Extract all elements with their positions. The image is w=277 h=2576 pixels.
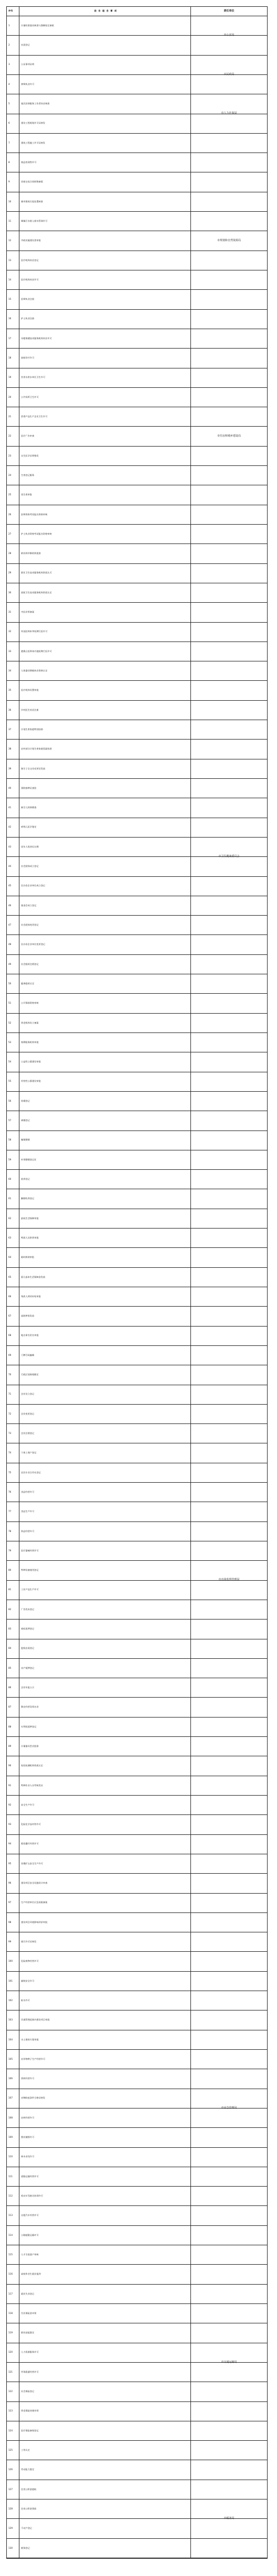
- row-number: 24: [7, 466, 19, 485]
- service-item-name: 人力资源服务许可: [21, 2351, 39, 2354]
- service-item-name: 计划生育家庭特别扶助: [21, 727, 43, 731]
- service-item-name: 建筑工程施工许可证核发: [21, 141, 46, 144]
- row-number: 10: [7, 192, 19, 211]
- row-number: 124: [7, 2421, 19, 2440]
- row-number: 120: [7, 2343, 19, 2362]
- service-item-name: 社团登记: [21, 44, 30, 47]
- service-item-name: 基金会成立登记: [21, 904, 37, 907]
- row-number: 93: [7, 1815, 19, 1834]
- service-item-name: 建设工程规划许可证核发: [21, 122, 46, 125]
- service-item-name: 城镇污水排入排水管网许可: [21, 219, 48, 222]
- service-item-name: 农村部分计划生育家庭奖励扶助: [21, 747, 52, 751]
- service-item-name: 计量标准器具核准与强制检定备案: [21, 24, 54, 27]
- service-item-name: 收养登记: [21, 1177, 30, 1180]
- row-number: 129: [7, 2519, 19, 2538]
- row-number: 128: [7, 2499, 19, 2518]
- service-item-name: 解除收养登记: [21, 1197, 35, 1200]
- row-number: 6: [7, 114, 19, 133]
- service-item-name: 预防接种证查验: [21, 786, 37, 789]
- service-item-name: 特困人员供养审批: [21, 1236, 39, 1239]
- service-item-name: 专利权质押登记: [21, 1725, 37, 1728]
- row-number: 117: [7, 2285, 19, 2303]
- service-item-name: 工业产品生产许可: [21, 1588, 39, 1591]
- row-number: 13: [7, 251, 19, 270]
- service-item-name: 饮用水供水单位卫生许可: [21, 376, 46, 379]
- service-item-name: 计量器具型式批准: [21, 1744, 39, 1747]
- service-item-name: 公路超限运输许可: [21, 2233, 39, 2236]
- row-number: 22: [7, 427, 19, 445]
- service-item-name: 外国医师来华短期行医许可: [21, 630, 48, 633]
- service-item-name: 劳务派遣经营许可: [21, 2370, 39, 2373]
- service-item-name: 公证事项证明: [21, 63, 35, 66]
- service-item-name: 港澳台医师来内地短期行医许可: [21, 649, 52, 653]
- header-department: 责任单位: [190, 7, 267, 16]
- row-number: 127: [7, 2480, 19, 2499]
- service-item-name: 排污许可证核发: [21, 1940, 37, 1943]
- row-number: 66: [7, 1287, 19, 1306]
- row-number: 114: [7, 2226, 19, 2245]
- row-number: 38: [7, 740, 19, 758]
- service-item-name: 烟花爆竹经营许可: [21, 1842, 39, 1845]
- service-item-name: 民办非企业单位变更登记: [21, 943, 46, 946]
- row-number: 95: [7, 1854, 19, 1873]
- service-item-name: 商标质押登记: [21, 1627, 35, 1631]
- service-item-name: 企业变更登记: [21, 1412, 35, 1415]
- row-number: 59: [7, 1150, 19, 1169]
- service-item-name: 医疗器械经营许可: [21, 1549, 39, 1552]
- row-number: 33: [7, 642, 19, 661]
- row-number: 98: [7, 1913, 19, 1932]
- service-item-name: 职业病诊断机构批准: [21, 552, 41, 555]
- service-item-name: 职业技能鉴定: [21, 2331, 35, 2334]
- service-item-name: 危险化学品经营许可: [21, 1823, 41, 1826]
- service-item-name: 林木采伐许可: [21, 2155, 35, 2158]
- row-number: 81: [7, 1581, 19, 1600]
- row-number: 96: [7, 1874, 19, 1893]
- service-item-name: 慈善组织认定: [21, 982, 35, 985]
- row-number: 126: [7, 2460, 19, 2479]
- row-number: 49: [7, 955, 19, 974]
- row-number: 105: [7, 2050, 19, 2069]
- service-item-name: 安全生产许可: [21, 1803, 35, 1806]
- service-item-name: 残疾人两项补贴审批: [21, 1295, 41, 1298]
- row-number: 87: [7, 1698, 19, 1716]
- service-item-name: 再生育审批: [21, 493, 32, 496]
- row-number: 50: [7, 974, 19, 993]
- service-item-name: 房屋交易合同网签备案: [21, 180, 43, 183]
- row-number: 12: [7, 231, 19, 250]
- row-number: 106: [7, 2069, 19, 2088]
- row-number: 116: [7, 2265, 19, 2284]
- service-item-name: 生产经营单位应急预案备案: [21, 1901, 48, 1904]
- row-number: 2: [7, 36, 19, 55]
- row-number: 4: [7, 75, 19, 94]
- row-number: 92: [7, 1796, 19, 1814]
- row-number: 34: [7, 661, 19, 680]
- row-number: 94: [7, 1835, 19, 1854]
- row-number: 79: [7, 1541, 19, 1560]
- service-item-name: 补领婚姻登记证: [21, 1158, 37, 1161]
- service-item-name: 企业年报公示: [21, 1686, 35, 1689]
- responsible-department-cell: 市民政局: [190, 56, 267, 95]
- service-item-name: 孤儿基本生活保障金发放: [21, 1275, 46, 1278]
- service-item-name: 护士执业注册: [21, 317, 35, 320]
- service-item-name: 农民专业合作社登记: [21, 1471, 41, 1474]
- service-item-name: 母婴保健技术服务机构执业许可: [21, 336, 52, 340]
- service-item-name: 住房公积金贷款: [21, 2507, 37, 2510]
- service-item-name: 医师执业注册: [21, 298, 35, 301]
- row-number: 45: [7, 877, 19, 896]
- header-number: 序号: [7, 7, 19, 16]
- row-number: 52: [7, 1014, 19, 1032]
- row-number: 26: [7, 505, 19, 524]
- row-number: 104: [7, 2030, 19, 2049]
- service-item-name: 经营性公墓建设审批: [21, 1080, 41, 1083]
- service-item-name: 不动产登记: [21, 2527, 32, 2530]
- service-item-name: 乡村医生执业注册: [21, 708, 39, 711]
- service-item-name: 撤销婚姻: [21, 1138, 30, 1142]
- service-item-name: 农药经营许可: [21, 2116, 35, 2119]
- responsible-department-cell: 市市场监督管理局: [190, 1189, 267, 1971]
- row-number: 5: [7, 94, 19, 113]
- row-number: 18: [7, 349, 19, 367]
- service-item-name: 特种作业人员考核发证: [21, 1784, 43, 1787]
- service-item-name: 动物防疫条件合格证核发: [21, 2096, 46, 2100]
- row-number: 40: [7, 779, 19, 798]
- row-number: 17: [7, 329, 19, 348]
- responsible-department-cell: 市税务局: [190, 2480, 267, 2558]
- row-number: 103: [7, 2010, 19, 2029]
- responsible-department-cell: 市人力社保局: [190, 94, 267, 134]
- service-item-name: 企业注销登记: [21, 1431, 35, 1434]
- responsible-department-cell: 市规划和自然资源局: [190, 134, 267, 349]
- service-item-name: 医疗保险参保登记: [21, 2429, 39, 2432]
- row-number: 86: [7, 1678, 19, 1697]
- service-item-name: 离婚登记: [21, 1119, 30, 1122]
- service-item-name: 医师资格考试报名资格审核: [21, 513, 48, 516]
- row-number: 99: [7, 1932, 19, 1951]
- row-number: 82: [7, 1600, 19, 1619]
- service-item-name: 临时救助审批: [21, 1256, 35, 1259]
- service-item-name: 老年人优待证办理: [21, 845, 39, 848]
- row-number: 122: [7, 2382, 19, 2401]
- row-number: 83: [7, 1619, 19, 1638]
- row-number: 97: [7, 1894, 19, 1912]
- service-item-name: 广告发布登记: [21, 1607, 35, 1611]
- row-number: 54: [7, 1052, 19, 1071]
- service-items-table: [6, 6, 268, 2559]
- row-number: 101: [7, 1972, 19, 1991]
- row-number: 90: [7, 1756, 19, 1775]
- row-number: 31: [7, 603, 19, 622]
- service-item-name: 住房公积金提取: [21, 2487, 37, 2491]
- service-item-name: 失业保险金申领: [21, 2311, 37, 2314]
- service-item-name: 人体器官移植执业资格认定: [21, 669, 48, 672]
- service-item-name: 地名命名更名审批: [21, 1334, 39, 1337]
- service-item-name: 取水许可: [21, 1998, 30, 2002]
- row-number: 43: [7, 838, 19, 856]
- service-item-name: 特种设备使用登记: [21, 1569, 39, 1572]
- service-item-name: 公共场所卫生许可: [21, 395, 39, 398]
- row-number: 88: [7, 1718, 19, 1736]
- service-item-name: 非煤矿山安全生产许可: [21, 1862, 43, 1865]
- service-item-name: 危险废物经营许可: [21, 1960, 39, 1963]
- row-number: 11: [7, 212, 19, 231]
- row-number: 58: [7, 1131, 19, 1150]
- service-item-name: 建设项目安全设施设计审查: [21, 1882, 48, 1885]
- row-number: 32: [7, 623, 19, 642]
- row-number: 57: [7, 1111, 19, 1130]
- row-number: 42: [7, 818, 19, 837]
- row-number: 77: [7, 1502, 19, 1521]
- row-number: 108: [7, 2108, 19, 2127]
- service-item-name: 生育登记服务: [21, 473, 35, 476]
- service-item-name: 社会团体成立登记: [21, 865, 39, 868]
- row-number: 123: [7, 2402, 19, 2421]
- service-item-name: 人才引进落户审核: [21, 2253, 39, 2256]
- row-number: 28: [7, 544, 19, 563]
- row-number: 46: [7, 896, 19, 915]
- service-item-name: 病残儿医学鉴定: [21, 825, 37, 829]
- service-item-name: 药品经营许可: [21, 1529, 35, 1532]
- row-number: 56: [7, 1092, 19, 1111]
- responsible-department-cell: 市交通运输局: [190, 2245, 267, 2480]
- service-item-name: 城市建筑垃圾处置核准: [21, 200, 43, 203]
- service-item-name: 医疗广告审查: [21, 434, 35, 438]
- service-item-name: 出生医学证明签发: [21, 454, 39, 457]
- row-number: 109: [7, 2128, 19, 2147]
- row-number: 23: [7, 447, 19, 465]
- service-item-name: 养老机构设立备案: [21, 1021, 39, 1024]
- service-item-name: 社会团体变更登记: [21, 923, 39, 926]
- service-item-name: 最低生活保障审批: [21, 1216, 39, 1220]
- service-item-name: 门牌号码编制: [21, 1353, 35, 1356]
- row-number: 111: [7, 2167, 19, 2186]
- row-number: 68: [7, 1327, 19, 1345]
- service-item-name: 殡葬服务机构审批: [21, 1040, 39, 1044]
- row-number: 71: [7, 1385, 19, 1404]
- row-number: 37: [7, 720, 19, 739]
- row-number: 112: [7, 2187, 19, 2205]
- row-number: 89: [7, 1737, 19, 1756]
- service-item-name: 股权出质登记: [21, 1647, 35, 1650]
- service-item-name: 工伤认定: [21, 2448, 30, 2451]
- row-number: 80: [7, 1561, 19, 1580]
- service-item-name: 放射卫生技术服务机构资质认定: [21, 591, 52, 594]
- row-number: 73: [7, 1424, 19, 1443]
- row-number: 91: [7, 1776, 19, 1795]
- service-item-name: 职业卫生技术服务机构资质认可: [21, 571, 52, 574]
- row-number: 107: [7, 2089, 19, 2108]
- service-item-name: 市政设施建设类审批: [21, 239, 41, 242]
- service-item-name: 独生子女父母光荣证发放: [21, 767, 46, 770]
- service-item-name: 社会保险登记: [21, 2390, 35, 2393]
- row-number: 44: [7, 857, 19, 876]
- responsible-department-cell: 市住房和城乡建设局: [190, 349, 267, 525]
- row-number: 125: [7, 2441, 19, 2460]
- row-number: 47: [7, 916, 19, 934]
- row-number: 61: [7, 1189, 19, 1208]
- service-item-name: 河道管理范围内建设项目审批: [21, 2018, 50, 2021]
- service-item-name: 中医诊所备案: [21, 611, 35, 614]
- row-number: 121: [7, 2363, 19, 2382]
- row-number: 67: [7, 1307, 19, 1325]
- service-item-name: 食品经营许可: [21, 1490, 35, 1493]
- service-item-name: 移出经营异常名录: [21, 1705, 39, 1709]
- row-number: 76: [7, 1483, 19, 1502]
- row-number: 35: [7, 681, 19, 700]
- responsible-department-cell: 市应急管理局: [190, 1972, 267, 2245]
- service-item-name: 养老保险待遇申领: [21, 2409, 39, 2412]
- service-item-name: 民办非企业单位成立登记: [21, 884, 46, 887]
- service-item-name: 商品房预售许可: [21, 160, 37, 164]
- row-number: 78: [7, 1522, 19, 1541]
- header-item: 政 务 服 务 事 项: [94, 9, 118, 13]
- service-item-name: 消毒产品生产企业卫生许可: [21, 415, 48, 418]
- responsible-department-cell: 市卫生健康委员会: [190, 525, 267, 1189]
- row-number: 19: [7, 368, 19, 387]
- row-number: 72: [7, 1405, 19, 1423]
- row-number: 63: [7, 1229, 19, 1247]
- row-number: 74: [7, 1443, 19, 1462]
- service-item-name: 劳动能力鉴定: [21, 2468, 35, 2471]
- service-item-name: 公益性公墓建设审批: [21, 1060, 41, 1063]
- service-item-name: 检验检测机构资质认定: [21, 1764, 43, 1767]
- service-item-name: 税务登记: [21, 2546, 30, 2549]
- row-number: 29: [7, 564, 19, 583]
- service-item-name: 新生儿疾病筛查: [21, 806, 37, 809]
- service-item-name: 个体工商户登记: [21, 1451, 37, 1454]
- row-number: 119: [7, 2323, 19, 2342]
- row-number: 7: [7, 134, 19, 153]
- service-item-name: 水土保持方案审批: [21, 2038, 39, 2041]
- service-item-name: 企业设立登记: [21, 1393, 35, 1396]
- row-number: 113: [7, 2206, 19, 2225]
- row-number: 9: [7, 172, 19, 191]
- row-number: 25: [7, 485, 19, 504]
- row-number: 27: [7, 525, 19, 544]
- row-number: 55: [7, 1072, 19, 1091]
- service-item-name: 建设项目环境影响评价审批: [21, 1920, 48, 1923]
- row-number: 118: [7, 2304, 19, 2323]
- service-item-name: 农作物种子生产经营许可: [21, 2057, 46, 2060]
- row-number: 84: [7, 1639, 19, 1658]
- service-item-name: 高龄津贴发放: [21, 1314, 35, 1318]
- row-number: 1: [7, 16, 19, 35]
- row-number: 36: [7, 701, 19, 720]
- service-item-name: 机动车驾驶员培训许可: [21, 2194, 43, 2197]
- row-number: 48: [7, 935, 19, 954]
- service-item-name: 辐射安全许可: [21, 1979, 35, 1982]
- row-number: 85: [7, 1659, 19, 1678]
- service-item-name: 医疗机构执业登记: [21, 258, 39, 262]
- row-number: 30: [7, 583, 19, 602]
- row-number: 51: [7, 994, 19, 1013]
- service-item-name: 动产抵押登记: [21, 1666, 35, 1669]
- row-number: 21: [7, 407, 19, 426]
- row-number: 39: [7, 759, 19, 778]
- service-item-name: 医疗机构执业许可: [21, 278, 39, 281]
- service-item-name: 渔业捕捞许可: [21, 2136, 35, 2139]
- service-item-name: 社会组织注销登记: [21, 962, 39, 965]
- service-item-name: 基层法律服务工作者执业核准: [21, 102, 50, 105]
- service-item-name: 道路运输经营许可: [21, 2175, 39, 2178]
- row-number: 62: [7, 1209, 19, 1228]
- row-number: 41: [7, 798, 19, 817]
- service-item-name: 就业失业登记: [21, 2292, 35, 2295]
- row-number: 100: [7, 1952, 19, 1971]
- row-number: 60: [7, 1170, 19, 1189]
- service-item-name: 高校毕业生就业报到: [21, 2273, 41, 2276]
- responsible-department-cell: 市公安局: [190, 16, 267, 56]
- service-item-name: 护士执业资格考试报名资格审核: [21, 532, 52, 535]
- row-number: 8: [7, 153, 19, 172]
- row-number: 69: [7, 1346, 19, 1365]
- service-item-name: 放射诊疗许可: [21, 356, 35, 360]
- row-number: 70: [7, 1365, 19, 1384]
- row-number: 130: [7, 2539, 19, 2558]
- service-item-name: 律师执业许可: [21, 82, 35, 85]
- service-item-name: 结婚登记: [21, 1099, 30, 1102]
- service-item-name: 兽药经营许可: [21, 2077, 35, 2080]
- row-number: 3: [7, 56, 19, 74]
- row-number: 110: [7, 2148, 19, 2167]
- row-number: 15: [7, 290, 19, 309]
- row-number: 102: [7, 1991, 19, 2010]
- row-number: 64: [7, 1248, 19, 1267]
- service-item-name: 出租汽车经营许可: [21, 2214, 39, 2217]
- row-number: 14: [7, 270, 19, 289]
- service-item-name: 公开募捐资格审核: [21, 1002, 39, 1005]
- row-number: 20: [7, 388, 19, 407]
- row-number: 65: [7, 1268, 19, 1287]
- service-item-name: 食品生产许可: [21, 1510, 35, 1513]
- service-item-name: 医疗机构设置审批: [21, 689, 39, 692]
- service-item-name: 行政区划界线勘定: [21, 1373, 39, 1376]
- row-number: 16: [7, 310, 19, 329]
- row-number: 115: [7, 2245, 19, 2264]
- row-number: 75: [7, 1463, 19, 1482]
- row-number: 53: [7, 1033, 19, 1052]
